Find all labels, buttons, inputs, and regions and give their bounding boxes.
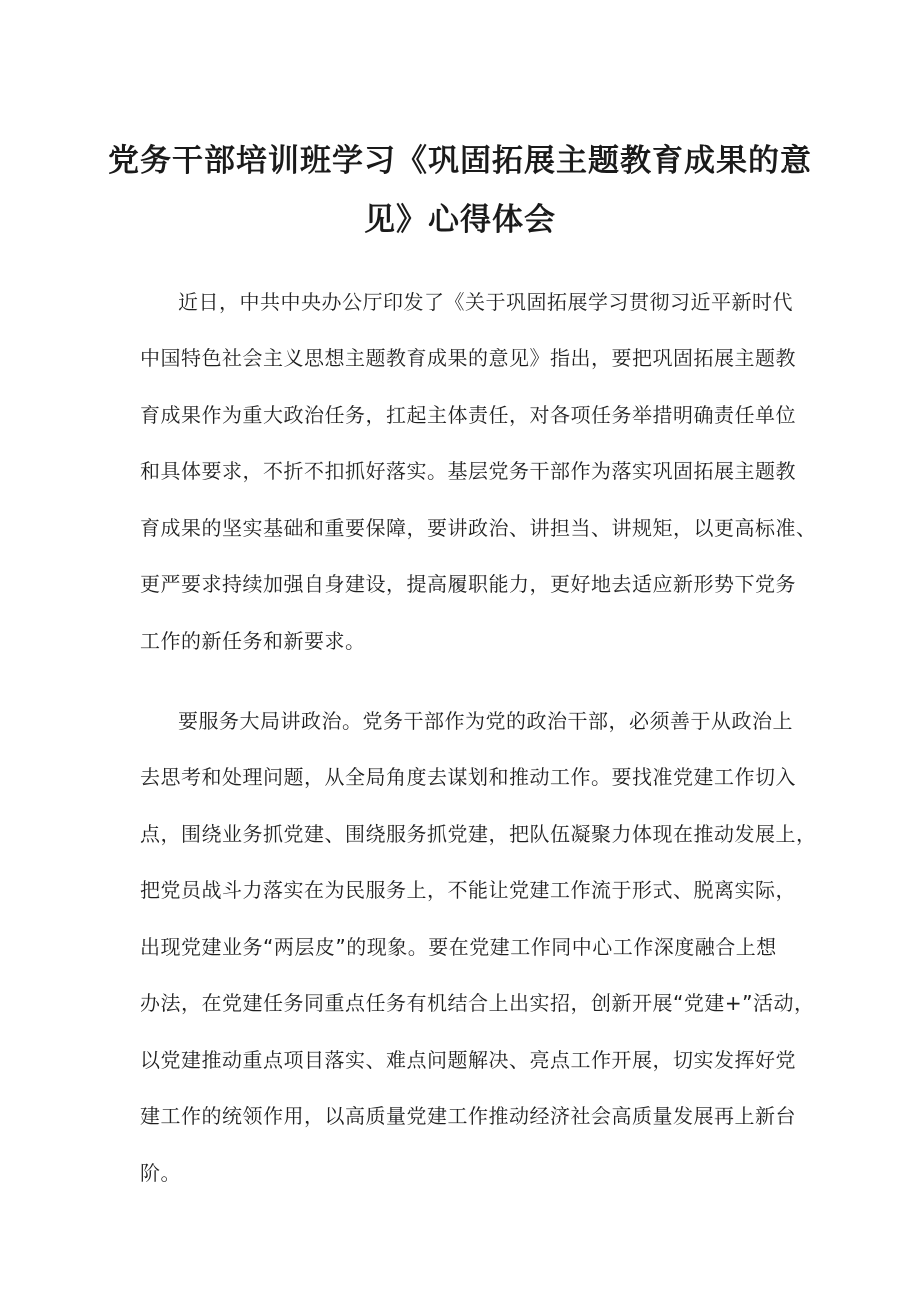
paragraph-line: 出现党建业务“两层皮”的现象。要在党建工作同中心工作深度融合上想 <box>140 935 777 959</box>
paragraph-line: 以党建推动重点项目落实、难点问题解决、亮点工作开展，切实发挥好党 <box>140 1048 796 1072</box>
paragraph-line: 建工作的统领作用，以高质量党建工作推动经济社会高质量发展再上新台 <box>140 1104 796 1128</box>
paragraph-line: 把党员战斗力落实在为民服务上，不能让党建工作流于形式、脱离实际， <box>140 878 796 902</box>
paragraph-line: 办法，在党建任务同重点任务有机结合上出实招，创新开展“党建+”活动， <box>140 991 815 1015</box>
paragraph-line: 去思考和处理问题，从全局角度去谋划和推动工作。要找准党建工作切入 <box>140 765 796 789</box>
paragraph-line: 育成果的坚实基础和重要保障，要讲政治、讲担当、讲规矩，以更高标准、 <box>140 516 817 540</box>
paragraph-line: 阶。 <box>140 1161 181 1185</box>
document-title-line-2: 见》心得体会 <box>364 202 556 238</box>
paragraph-line: 中国特色社会主义思想主题教育成果的意见》指出，要把巩固拓展主题教 <box>140 346 796 370</box>
paragraph-line: 育成果作为重大政治任务，扛起主体责任，对各项任务举措明确责任单位 <box>140 403 796 427</box>
paragraph-line: 近日，中共中央办公厅印发了《关于巩固拓展学习贯彻习近平新时代 <box>178 290 793 314</box>
paragraph-line: 和具体要求，不折不扣抓好落实。基层党务干部作为落实巩固拓展主题教 <box>140 459 796 483</box>
document-title-line-1: 党务干部培训班学习《巩固拓展主题教育成果的意 <box>108 143 812 179</box>
paragraph-line: 工作的新任务和新要求。 <box>140 629 366 653</box>
paragraph-line: 要服务大局讲政治。党务干部作为党的政治干部，必须善于从政治上 <box>178 709 793 733</box>
paragraph-line: 更严要求持续加强自身建设，提高履职能力，更好地去适应新形势下党务 <box>140 572 796 596</box>
paragraph-line: 点，围绕业务抓党建、围绕服务抓党建，把队伍凝聚力体现在推动发展上， <box>140 822 817 846</box>
